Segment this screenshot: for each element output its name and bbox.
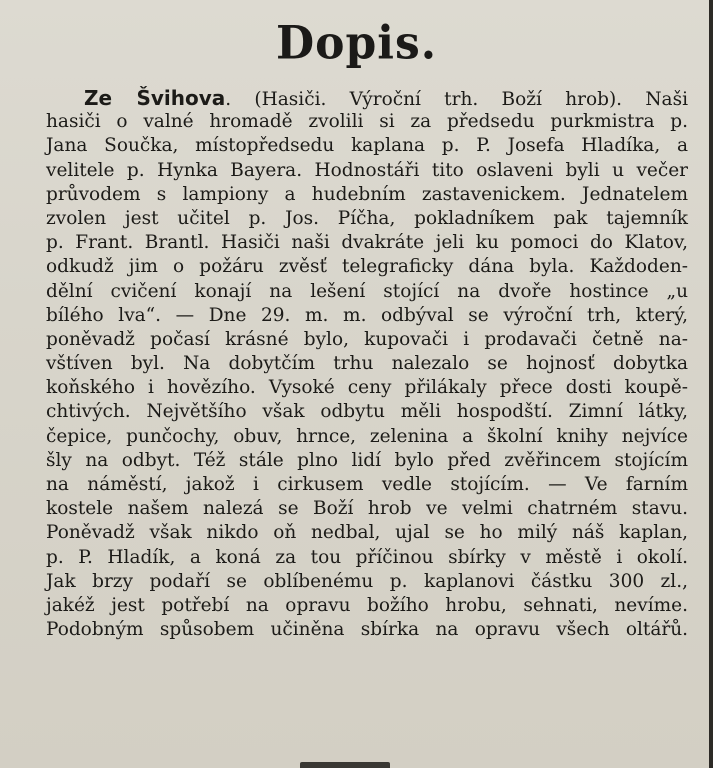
article-line: jakéž jest potřebí na opravu božího hrobu, sehnati, nevíme. [46,594,688,616]
article-line: poněvadž počasí krásné bylo, kupovači i prodavači četně na- [46,328,688,350]
article-line: chtivých. Největšího však odbytu měli hospodští. Zimní látky, [46,401,688,423]
article-line: zvolen jest učitel p. Jos. Píčha, pokladníkem pak tajemník [46,207,688,229]
article-lead: Ze Švihova [84,86,226,110]
page-edge-shadow [709,0,713,768]
article-line-text: . (Hasiči. Výroční trh. Boží hrob). Naši [225,89,688,110]
article-line: odkudž jim o požáru zvěsť telegraficky dána byla. Každoden- [46,256,688,278]
article-body [46,86,688,642]
article-line: bílého lva“. — Dne 29. m. m. odbýval se výroční trh, který, [46,304,688,326]
article-line: p. Frant. Brantl. Hasiči naši dvakráte jeli ku pomoci do Klatov, [46,232,688,254]
article-line: čepice, punčochy, obuv, hrnce, zelenina a školní knihy nejvíce [46,425,688,447]
article-line: hasiči o valné hromadě zvolili si za předsedu purkmistra p. [46,111,688,133]
article-line [46,86,688,110]
article-line: šly na odbyt. Též stále plno lidí bylo před zvěřincem stojícím [46,449,688,471]
article-line: Poněvadž však nikdo oň nedbal, ujal se ho milý náš kaplan, [46,522,688,544]
article-line: velitele p. Hynka Bayera. Hodnostáři tito oslaveni byli u večer [46,159,688,181]
article-line: na náměstí, jakož i cirkusem vedle stojícím. — Ve farním [46,474,688,495]
article-line: kostele našem nalezá se Boží hrob ve velmi chatrném stavu. [46,498,688,520]
article-line: koňského i hovězího. Vysoké ceny přilákaly přece dosti koupě- [46,377,688,399]
article-line: dělní cvičení konají na lešení stojící na dvoře hostince „u [46,280,688,302]
page-bottom-mark [300,762,390,768]
article-line: vštíven byl. Na dobytčím trhu nalezalo se hojnosť dobytka [46,353,688,375]
article-line: Jak brzy podaří se oblíbenému p. kaplanovi částku 300 zl., [46,570,688,592]
page-title: Dopis. [275,16,438,71]
article-line: Jana Součka, místopředsedu kaplana p. P. Josefa Hladíka, a [46,135,688,157]
article-line: průvodem s lampiony a hudebním zastavenickem. Jednatelem [46,183,688,205]
article-line: p. P. Hladík, a koná za tou příčinou sbírky v městě i okolí. [46,546,688,568]
article-line: Podobným spůsobem učiněna sbírka na opravu všech oltářů. [46,619,688,641]
